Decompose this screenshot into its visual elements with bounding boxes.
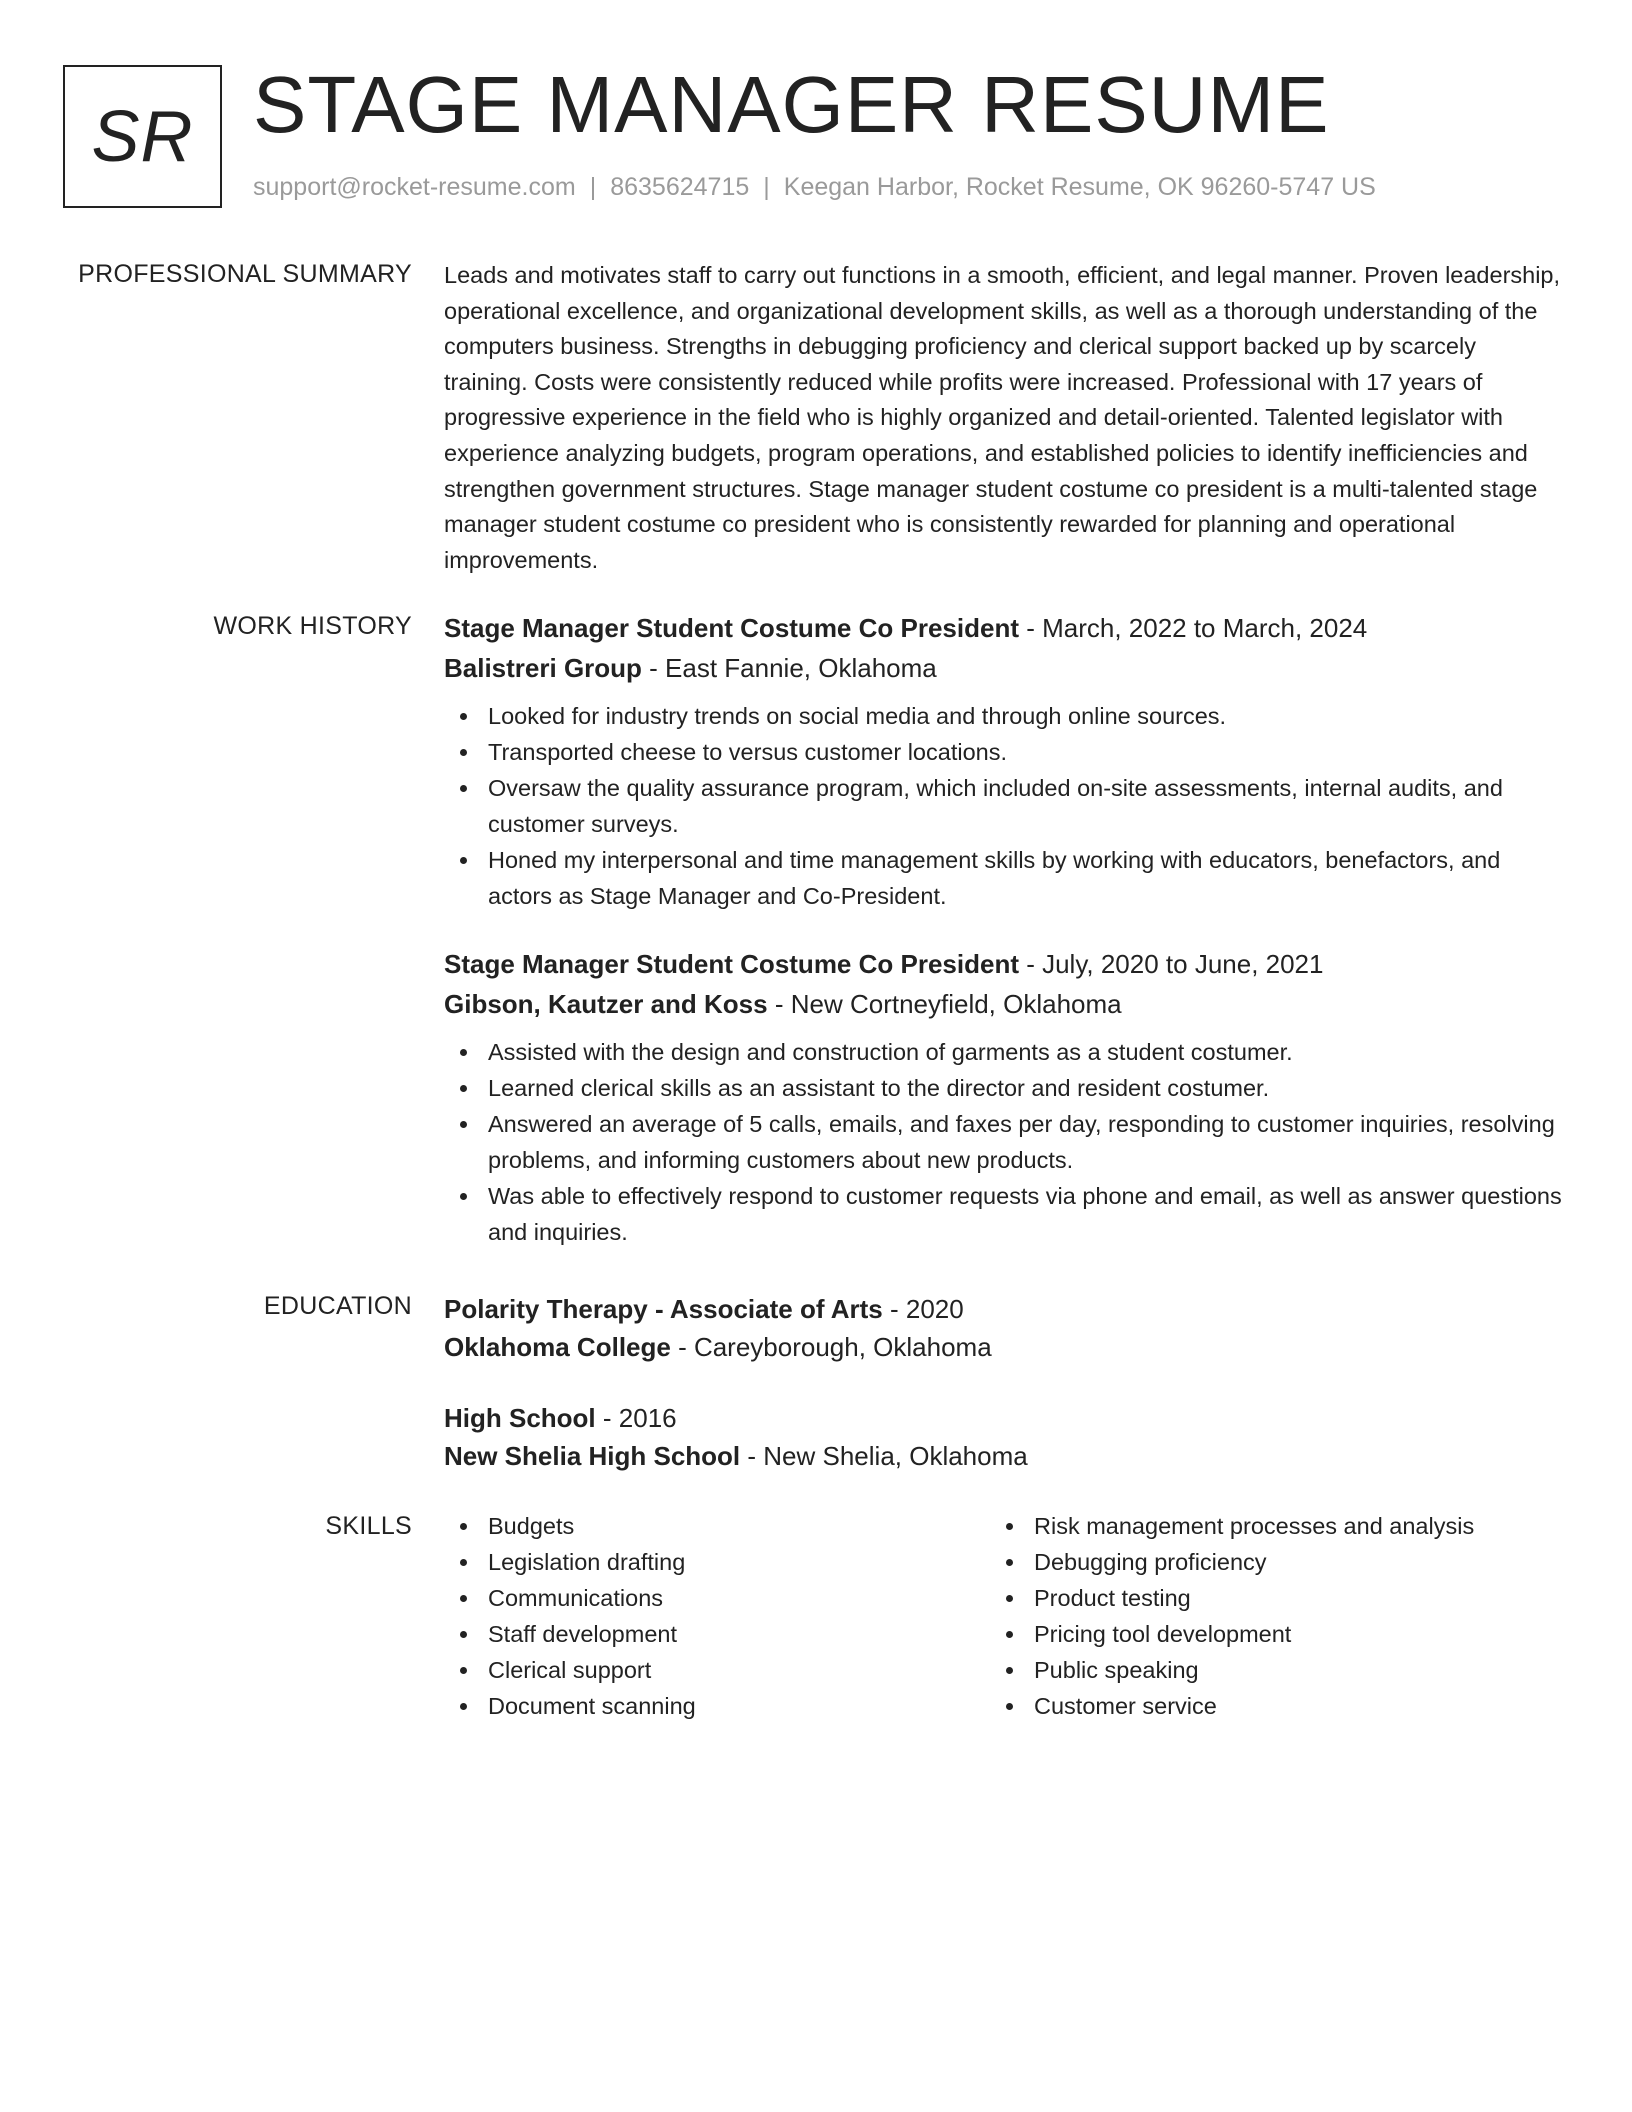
contact-phone[interactable]: 8635624715: [610, 173, 750, 201]
job-company: Gibson, Kautzer and Koss: [444, 989, 768, 1019]
skill-item: Clerical support: [444, 1652, 990, 1688]
education-degree: High School: [444, 1403, 596, 1433]
job-dates: - March, 2022 to March, 2024: [1018, 613, 1368, 643]
job-company-line: [444, 984, 1564, 1024]
job-entry: [444, 944, 1564, 1250]
skill-item: Pricing tool development: [990, 1616, 1536, 1652]
job-location: - East Fannie, Oklahoma: [641, 653, 937, 683]
education-year: - 2016: [595, 1403, 677, 1433]
skill-item: Risk management processes and analysis: [990, 1508, 1536, 1544]
section-heading-summary: PROFESSIONAL SUMMARY: [78, 260, 412, 288]
education-year: - 2020: [882, 1294, 964, 1324]
job-bullet: Honed my interpersonal and time management skills by working with educators, benefactors, and actors as Stage Manager and Co-President.: [444, 842, 1564, 914]
skill-item: Debugging proficiency: [990, 1544, 1536, 1580]
monogram-badge: [63, 65, 222, 208]
section-heading-skills: SKILLS: [325, 1512, 412, 1540]
skill-item: Staff development: [444, 1616, 990, 1652]
education-entry: [444, 1399, 1564, 1475]
job-company-line: [444, 648, 1564, 688]
education-school: New Shelia High School: [444, 1441, 741, 1471]
summary-text: Leads and motivates staff to carry out functions in a smooth, efficient, and legal manner. Proven leadership, operational excellence, and organizational development skills, as well as a thorough understanding of the computers business. Strengths in debugging proficiency and clerical support backed up by scarcely training. Costs were consistently reduced while profits were increased. Professional with 17 years of progressive experience in the field who is highly organized and detail-oriented. Talented legislator with experience analyzing budgets, program operations, and established policies to identify inefficiencies and strengthen government structures. Stage manager student costume co president is a multi-talented stage manager student costume co president who is consistently rewarded for planning and operational improvements.: [444, 262, 1561, 573]
job-title-line: [444, 608, 1564, 648]
education-degree: Polarity Therapy - Associate of Arts: [444, 1294, 883, 1324]
job-bullet: Looked for industry trends on social media and through online sources.: [444, 698, 1564, 734]
education-degree-line: [444, 1399, 1564, 1437]
education-location: - New Shelia, Oklahoma: [740, 1441, 1028, 1471]
skill-item: Legislation drafting: [444, 1544, 990, 1580]
section-heading-education: EDUCATION: [263, 1292, 412, 1320]
education-school-line: [444, 1437, 1564, 1475]
education-entry: [444, 1290, 1564, 1366]
skill-item: Product testing: [990, 1580, 1536, 1616]
skill-item: Budgets: [444, 1508, 990, 1544]
job-bullets: [444, 1034, 1564, 1250]
job-bullet: Answered an average of 5 calls, emails, and faxes per day, responding to customer inquiries, resolving problems, and informing customers about new products.: [444, 1106, 1564, 1178]
contact-email[interactable]: support@rocket-resume.com: [253, 173, 576, 201]
skills-columns: [444, 1508, 1564, 1724]
job-bullet: Was able to effectively respond to customer requests via phone and email, as well as answer questions and inquiries.: [444, 1178, 1564, 1250]
skill-item: Customer service: [990, 1688, 1536, 1724]
skills-body: [444, 1508, 1564, 1724]
contact-separator: |: [589, 173, 597, 201]
job-bullets: [444, 698, 1564, 914]
contact-separator: |: [763, 173, 770, 201]
job-entry: [444, 608, 1564, 914]
job-dates: - July, 2020 to June, 2021: [1018, 949, 1324, 979]
education-body: [444, 1290, 1564, 1475]
resume-header: [63, 60, 1563, 210]
contact-line: [253, 173, 1376, 202]
job-title-line: [444, 944, 1564, 984]
monogram-initials: SR: [91, 96, 194, 177]
contact-address: Keegan Harbor, Rocket Resume, OK 96260-5747 US: [783, 173, 1376, 201]
section-heading-work-history: WORK HISTORY: [213, 612, 412, 640]
job-bullet: Oversaw the quality assurance program, which included on-site assessments, internal audits, and customer surveys.: [444, 770, 1564, 842]
education-school-line: [444, 1328, 1564, 1366]
job-title: Stage Manager Student Costume Co President: [444, 613, 1019, 643]
skills-list-left: [444, 1508, 990, 1724]
skill-item: Communications: [444, 1580, 990, 1616]
job-bullet: Transported cheese to versus customer locations.: [444, 734, 1564, 770]
job-location: - New Cortneyfield, Oklahoma: [767, 989, 1122, 1019]
education-degree-line: [444, 1290, 1564, 1328]
skill-item: Public speaking: [990, 1652, 1536, 1688]
education-location: - Careyborough, Oklahoma: [670, 1332, 992, 1362]
skill-item: Document scanning: [444, 1688, 990, 1724]
skills-list-right: [990, 1508, 1536, 1724]
work-history-body: [444, 608, 1564, 1250]
job-company: Balistreri Group: [444, 653, 642, 683]
job-bullet: Learned clerical skills as an assistant to the director and resident costumer.: [444, 1070, 1564, 1106]
job-title: Stage Manager Student Costume Co President: [444, 949, 1019, 979]
resume-title: STAGE MANAGER RESUME: [253, 60, 1330, 149]
job-bullet: Assisted with the design and construction of garments as a student costumer.: [444, 1034, 1564, 1070]
education-school: Oklahoma College: [444, 1332, 671, 1362]
